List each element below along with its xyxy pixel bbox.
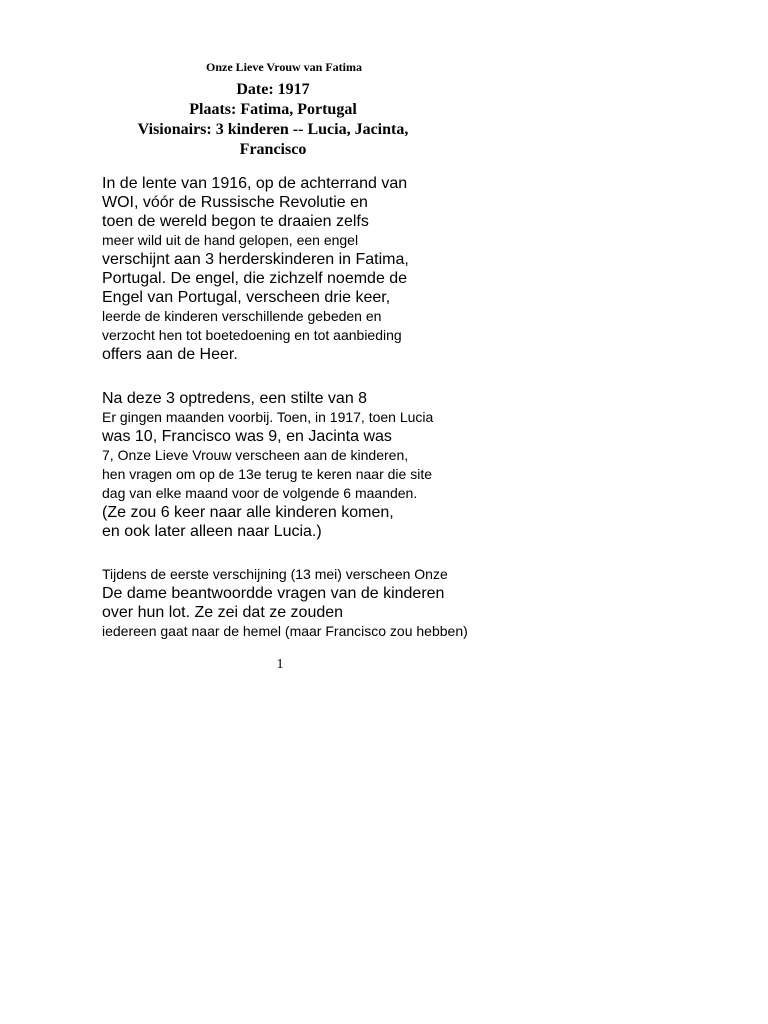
paragraph-line: Er gingen maanden voorbij. Toen, in 1917, toen Lucia <box>102 409 434 425</box>
paragraph-line: Engel van Portugal, verscheen drie keer, <box>102 289 391 306</box>
header-visionaries-cont: Francisco <box>239 141 307 158</box>
paragraph-line: Na deze 3 optredens, een stilte van 8 <box>102 390 368 407</box>
paragraph-line: De dame beantwoordde vragen van de kinderen <box>102 585 445 602</box>
header-place: Plaats: Fatima, Portugal <box>189 101 357 118</box>
paragraph-line: leerde de kinderen verschillende gebeden en <box>102 308 382 324</box>
paragraph-line: (Ze zou 6 keer naar alle kinderen komen, <box>102 504 394 521</box>
paragraph-line: meer wild uit de hand gelopen, een engel <box>102 232 359 248</box>
paragraph-line: was 10, Francisco was 9, en Jacinta was <box>102 428 392 445</box>
header-date: Date: 1917 <box>236 81 310 98</box>
paragraph-2 <box>102 389 742 541</box>
paragraph-line: Portugal. De engel, die zichzelf noemde de <box>102 270 408 287</box>
paragraph-line: hen vragen om op de 13e terug te keren naar die site <box>102 466 432 482</box>
paragraph-line: verschijnt aan 3 herderskinderen in Fatima, <box>102 251 409 268</box>
paragraph-line: over hun lot. Ze zei dat ze zouden <box>102 604 344 621</box>
paragraph-line: In de lente van 1916, op de achterrand van <box>102 175 408 192</box>
paragraph-line: en ook later alleen naar Lucia.) <box>102 523 322 540</box>
document-title: Onze Lieve Vrouw van Fatima <box>206 60 362 74</box>
page-number: 1 <box>276 657 284 672</box>
paragraph-3 <box>102 565 742 641</box>
paragraph-1 <box>102 174 742 364</box>
paragraph-line: offers aan de Heer. <box>102 346 238 363</box>
paragraph-line: Tijdens de eerste verschijning (13 mei) verscheen Onze <box>102 566 448 582</box>
paragraph-line: verzocht hen tot boetedoening en tot aanbieding <box>102 327 402 343</box>
paragraph-line: WOI, vóór de Russische Revolutie en <box>102 194 368 211</box>
header-visionaries: Visionairs: 3 kinderen -- Lucia, Jacinta, <box>137 121 409 138</box>
paragraph-line: dag van elke maand voor de volgende 6 maanden. <box>102 485 418 501</box>
paragraph-line: toen de wereld begon te draaien zelfs <box>102 213 369 230</box>
paragraph-line: 7, Onze Lieve Vrouw verscheen aan de kinderen, <box>102 447 409 463</box>
document-header <box>0 80 546 160</box>
paragraph-line: iedereen gaat naar de hemel (maar Francisco zou hebben) <box>102 623 468 639</box>
